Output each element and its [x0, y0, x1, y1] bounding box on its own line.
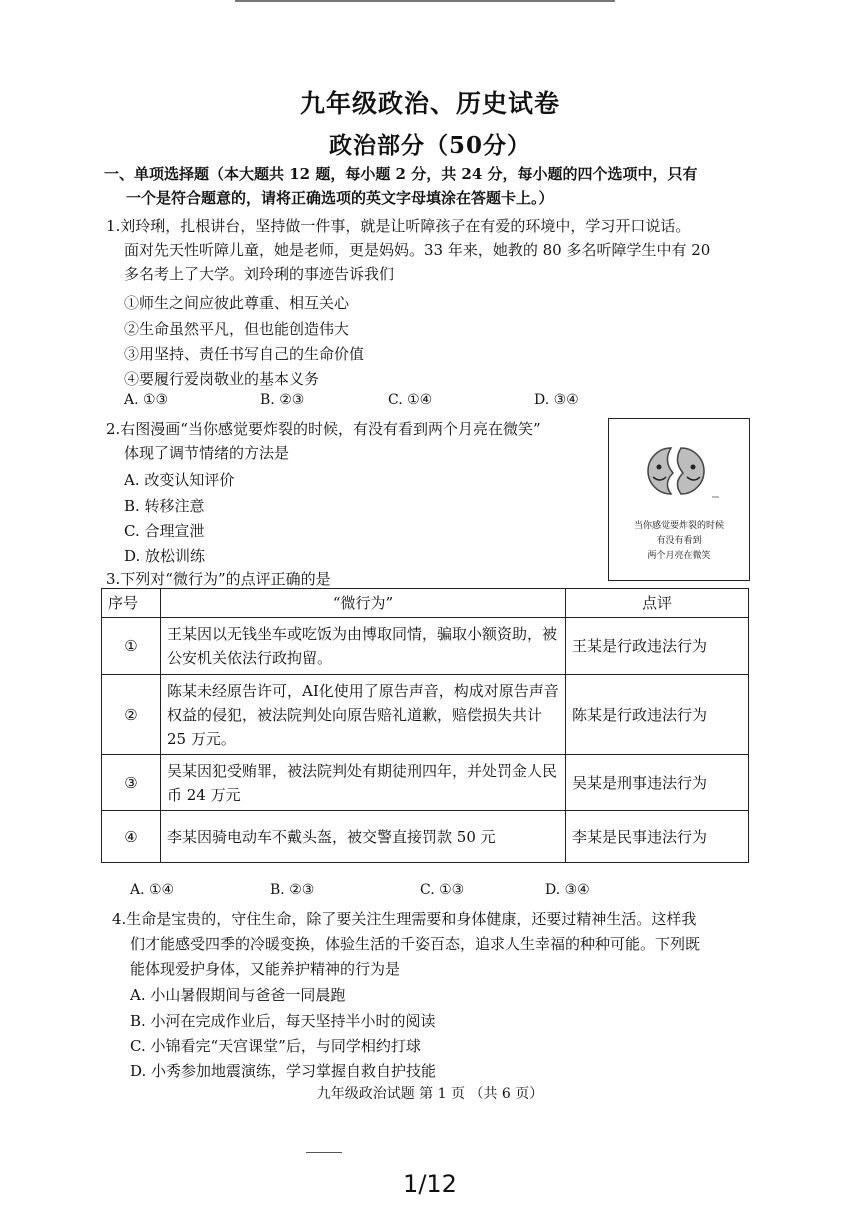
q1-stem-line1: 1.刘玲琍，扎根讲台，坚持做一件事，就是让听障孩子在有爱的环境中，学习开口说话。	[106, 217, 691, 235]
row-behavior: 王某因以无钱坐车或吃饭为由博取同情，骗取小额资助，被公安机关依法行政拘留。	[161, 618, 566, 675]
row-comment: 李某是民事违法行为	[566, 811, 749, 863]
header-behavior: “微行为”	[161, 589, 566, 618]
q1-stem-line3: 多名考上了大学。刘玲琍的事迹告诉我们	[124, 265, 395, 283]
cartoon-caption-line1: 当你感觉要炸裂的时候	[633, 521, 724, 531]
q3-option-c[interactable]: C. ①③	[420, 882, 465, 898]
row-number: ③	[102, 755, 161, 811]
row-comment: 陈某是行政违法行为	[566, 675, 749, 755]
q1-statement-2: ②生命虽然平凡，但也能创造伟大	[124, 320, 350, 338]
q1-stem-line2: 面对先天性听障儿童，她是老师，更是妈妈。33 年来，她教的 80 多名听障学生中有 20	[124, 241, 711, 259]
q3-option-a[interactable]: A. ①④	[130, 882, 175, 898]
row-behavior: 陈某未经原告许可，AI化使用了原告声音，构成对原告声音权益的侵犯，被法院判处向原告赔礼道歉，赔偿损失共计 25 万元。	[161, 675, 566, 755]
q3-behavior-table	[101, 588, 749, 863]
row-number: ②	[102, 675, 161, 755]
row-number: ④	[102, 811, 161, 863]
section-heading-line1: 一、单项选择题（本大题共 12 题，每小题 2 分，共 24 分，每小题的四个选项中，只有	[104, 165, 698, 183]
q4-stem-line3: 能体现爱护身体，又能养护精神的行为是	[130, 960, 401, 978]
page-title: 九年级政治、历史试卷	[299, 89, 560, 118]
page-indicator: 1/12	[403, 1170, 457, 1198]
q1-statement-3: ③用坚持、责任书写自己的生命价值	[124, 345, 365, 363]
header-comment: 点评	[566, 589, 749, 618]
cartoon-caption	[609, 519, 749, 564]
q4-stem-line1: 4.生命是宝贵的，守住生命，除了要关注生理需要和身体健康，还要过精神生活。这样我	[112, 910, 697, 928]
q2-stem-line1: 2.右图漫画“当你感觉要炸裂的时候，有没有看到两个月亮在微笑”	[106, 420, 541, 438]
row-number: ①	[102, 618, 161, 675]
header-number: 序号	[102, 589, 161, 618]
q1-option-d[interactable]: D. ③④	[534, 392, 579, 408]
q1-option-b[interactable]: B. ②③	[260, 392, 305, 408]
cartoon-caption-line3: 两个月亮在微笑	[647, 551, 711, 561]
table-header-row	[102, 589, 749, 618]
q4-option-c[interactable]: C. 小锦看完“天宫课堂”后，与同学相约打球	[130, 1037, 421, 1055]
footer-rule	[306, 1152, 342, 1153]
q2-option-b[interactable]: B. 转移注意	[124, 497, 205, 515]
q3-option-b[interactable]: B. ②③	[270, 882, 315, 898]
row-comment: 吴某是刑事违法行为	[566, 755, 749, 811]
page-subtitle: 政治部分（50分）	[328, 132, 531, 159]
q2-option-d[interactable]: D. 放松训练	[124, 547, 206, 565]
cartoon-caption-line2: 有没有看到	[656, 536, 702, 546]
q3-stem: 3.下列对“微行为”的点评正确的是	[106, 570, 331, 588]
page-footer: 九年级政治试题 第 1 页 （共 6 页）	[316, 1086, 544, 1102]
row-behavior: 吴某因犯受贿罪，被法院判处有期徒刑四年，并处罚金人民币 24 万元	[161, 755, 566, 811]
section-heading-line2: 一个是符合题意的，请将正确选项的英文字母填涂在答题卡上。）	[126, 189, 554, 207]
q2-option-c[interactable]: C. 合理宣泄	[124, 522, 205, 540]
q2-stem-line2: 体现了调节情绪的方法是	[124, 444, 290, 462]
q1-option-c[interactable]: C. ①④	[388, 392, 433, 408]
q2-cartoon-image	[608, 418, 750, 581]
q4-option-b[interactable]: B. 小河在完成作业后，每天坚持半小时的阅读	[130, 1012, 436, 1030]
table-row	[102, 618, 749, 675]
row-comment: 王某是行政违法行为	[566, 618, 749, 675]
table-row	[102, 675, 749, 755]
row-behavior: 李某因骑电动车不戴头盔，被交警直接罚款 50 元	[161, 811, 566, 863]
two-moons-icon	[609, 419, 749, 519]
q1-option-a[interactable]: A. ①③	[124, 392, 169, 408]
q2-option-a[interactable]: A. 改变认知评价	[124, 471, 235, 489]
q4-option-d[interactable]: D. 小秀参加地震演练，学习掌握自救自护技能	[130, 1062, 437, 1080]
q1-statement-4: ④要履行爱岗敬业的基本义务	[124, 370, 320, 388]
q4-option-a[interactable]: A. 小山暑假期间与爸爸一同晨跑	[130, 986, 346, 1004]
table-row	[102, 755, 749, 811]
q4-stem-line2: 们才能感受四季的冷暖变换，体验生活的千姿百态，追求人生幸福的种种可能。下列既	[130, 935, 701, 953]
q3-option-d[interactable]: D. ③④	[545, 882, 590, 898]
q1-statement-1: ①师生之间应彼此尊重、相互关心	[124, 294, 350, 312]
top-scan-rule	[235, 0, 615, 2]
table-row	[102, 811, 749, 863]
